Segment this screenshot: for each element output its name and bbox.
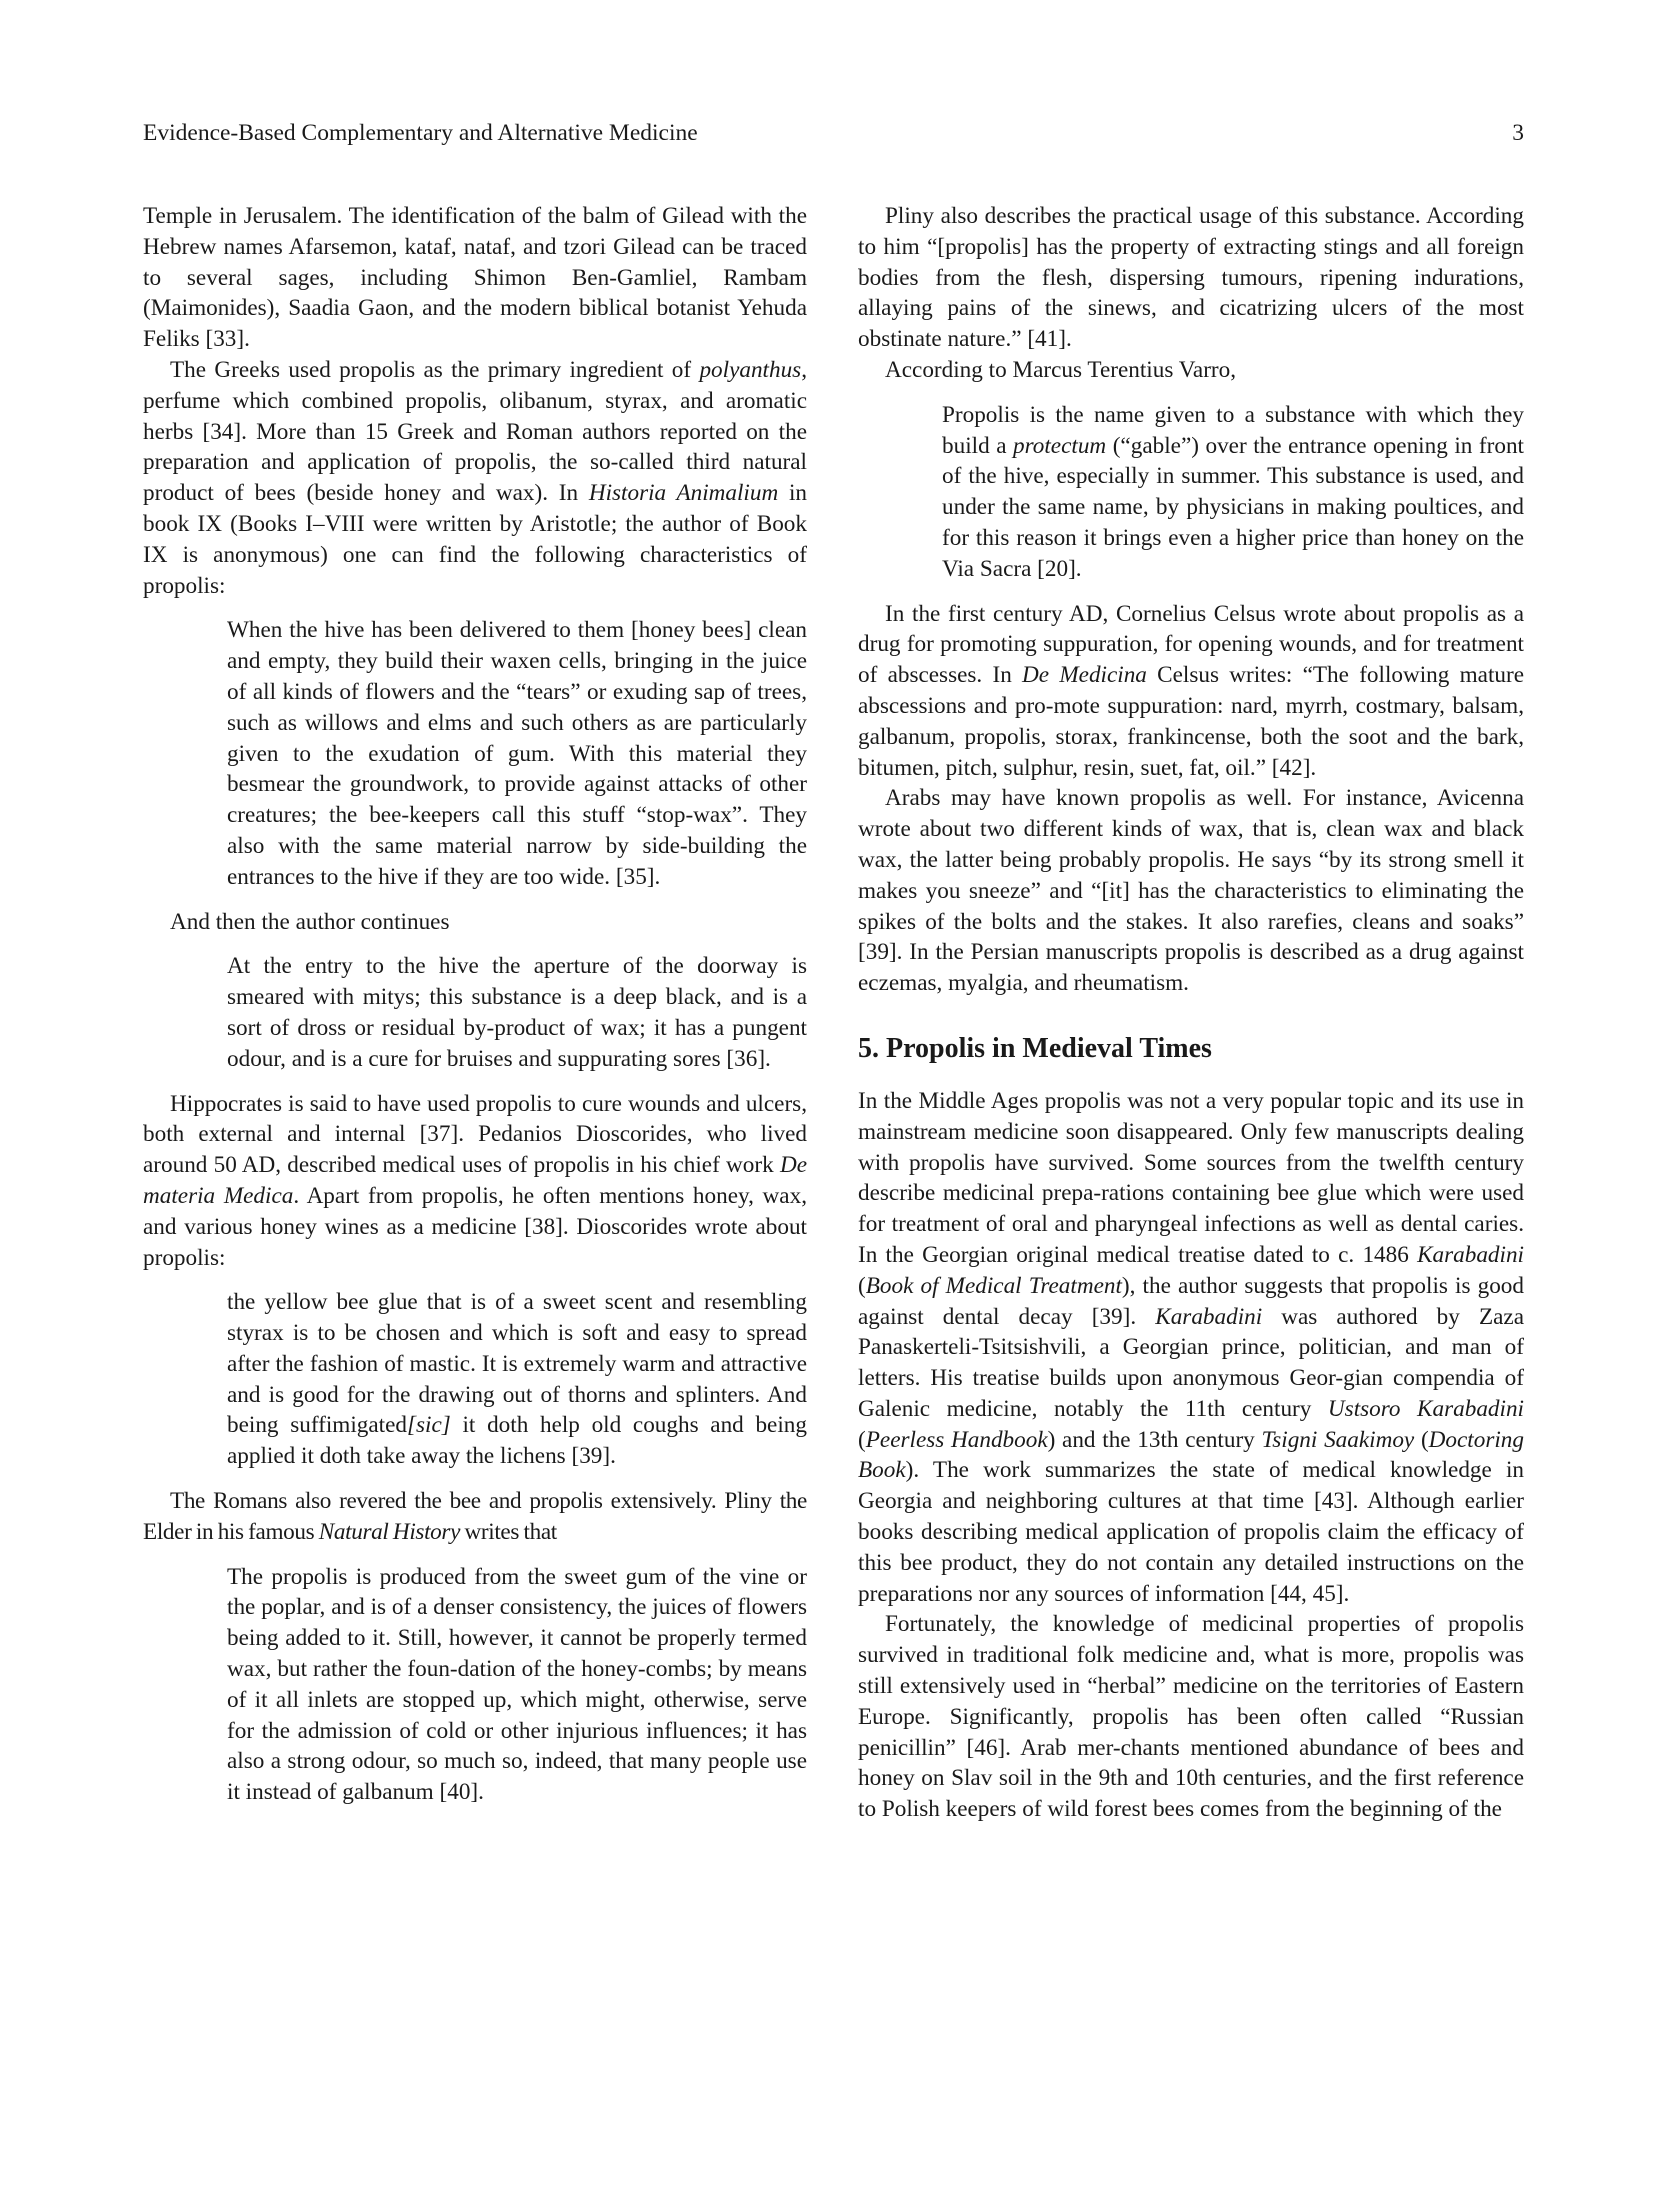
paragraph — [858, 599, 1524, 784]
text-run: in book IX (Books I–VIII were written by Aristotle; the author of Book IX is anonymous) one can find the following characteristics of propolis: — [143, 480, 807, 599]
text-run: ( — [858, 1426, 866, 1453]
paragraph: Arabs may have known propolis as well. For instance, Avicenna wrote about two different kinds of wax, that is, clean wax and black wax, the latter being probably propolis. He says “by its strong smell it makes you sneeze” and “[it] has the characteristics to eliminating the spikes of the bolts and the stakes. It also rarefies, cleans and soaks” [39]. In the Persian manuscripts propolis is described as a drug against eczemas, myalgia, and rheumatism. — [858, 785, 1524, 997]
paragraph — [143, 355, 807, 601]
text-run: Propolis is the name given to a substance with which they build a — [942, 401, 1524, 459]
italic-title: Peerless Handbook — [865, 1426, 1048, 1453]
block-quote: At the entry to the hive the aperture of the doorway is smeared with mitys; this substance is a deep black, and is a sort of dross or residual by-product of wax; it has a pungent odour, and is a cure for bruises and suppurating sores [36]. — [227, 953, 807, 1072]
page-number: 3 — [1512, 120, 1524, 146]
italic-term: [sic] — [406, 1412, 451, 1439]
text-run: it doth help old coughs and being applied it doth take away the lichens [39]. — [227, 1412, 807, 1470]
italic-title: Historia Animalium — [588, 480, 779, 507]
text-run: ) and the 13th century — [1047, 1426, 1262, 1453]
paragraph: And then the author continues — [170, 908, 450, 935]
italic-title: De Medicina — [1022, 662, 1147, 689]
paragraph: Temple in Jerusalem. The identification of the balm of Gilead with the Hebrew names Afarsemon, kataf, nataf, and tzori Gilead can be traced to several sages, including Shimon Ben-Gamliel, Rambam (Maimonides), Saadia Gaon, and the modern biblical botanist Yehuda Feliks [33]. — [143, 203, 807, 353]
italic-term: protectum — [1013, 432, 1107, 459]
text-run: Celsus writes: “The following mature abscessions and pro-mote suppuration: nard, myrrh, costmary, balsam, galbanum, propolis, storax, frankincense, both the soot and the bark, bitumen, pitch, sulphur, resin, suet, fat, oil.” [42]. — [858, 662, 1524, 781]
paragraph — [858, 1086, 1524, 1610]
block-quote — [227, 1287, 807, 1472]
journal-title: Evidence-Based Complementary and Alternative Medicine — [143, 120, 698, 146]
text-run: In the Middle Ages propolis was not a very popular topic and its use in mainstream medicine soon disappeared. Only few manuscripts dealing with propolis have survived. Some sources from the twelfth century describe medicinal prepa-rations containing bee glue which were used for treatment of oral and pharyngeal infections as well as dental caries. In the Georgian original medical treatise dated to c. 1486 — [858, 1087, 1524, 1268]
paragraph: Pliny also describes the practical usage of this substance. According to him “[propolis] has the property of extracting stings and all foreign bodies from the flesh, dispersing tumours, ripening indurations, allaying pains of the sinews, and cicatrizing ulcers of the most obstinate nature.” [41]. — [858, 203, 1524, 353]
right-column — [858, 201, 1524, 1825]
text-run: The Greeks used propolis as the primary ingredient of — [170, 356, 700, 383]
text-run: ). The work summarizes the state of medical knowledge in Georgia and neighboring cultures at that time [43]. Although earlier books describing medical application of propolis claim the efficacy of this bee product, they do not contain any detailed instructions on the preparations nor any sources of information [44, 45]. — [858, 1457, 1524, 1607]
block-quote: When the hive has been delivered to them [honey bees] clean and empty, they build their waxen cells, bringing in the juice of all kinds of flowers and the “tears” or exuding sap of trees, such as willows and elms and such others as are particularly given to the exudation of gum. With this material they besmear the groundwork, to provide against attacks of other creatures; the bee-keepers call this stuff “stop-wax”. They also with the same material narrow by side-building the entrances to the hive if they are too wide. [35]. — [227, 617, 807, 890]
section-heading: 5. Propolis in Medieval Times — [858, 1032, 1212, 1064]
italic-title: Book of Medical Treatment — [865, 1272, 1122, 1299]
italic-title: Karabadini — [1155, 1303, 1263, 1330]
italic-title: Tsigni Saakimoy — [1261, 1426, 1415, 1453]
paragraph — [143, 1486, 807, 1548]
text-run: was authored by Zaza Panaskerteli-Tsitsishvili, a Georgian prince, politician, and man of letters. His treatise builds upon anonymous Geor-gian compendia of Galenic medicine, notably the 11th century — [858, 1303, 1524, 1422]
text-run: ( — [1414, 1426, 1429, 1453]
italic-title: Ustsoro Karabadini — [1327, 1395, 1524, 1422]
text-run: writes that — [460, 1518, 557, 1545]
text-run: , perfume which combined propolis, olibanum, styrax, and aromatic herbs [34]. More than 15 Greek and Roman authors reported on the preparation and application of propolis, the so-called third natural product of bees (beside honey and wax). In — [143, 356, 807, 507]
paragraph: Fortunately, the knowledge of medicinal properties of propolis survived in traditional folk medicine and, what is more, propolis was still extensively used in “herbal” medicine on the territories of Eastern Europe. Significantly, propolis has been often called “Russian penicillin” [46]. Arab mer-chants mentioned abundance of bees and honey on Slav soil in the 9th and 10th centuries, and the first reference to Polish keepers of wild forest bees comes from the beginning of the — [858, 1611, 1524, 1823]
text-run: the yellow bee glue that is of a sweet scent and resembling styrax is to be chosen and which is soft and easy to spread after the fashion of mastic. It is extremely warm and attractive and is good for the drawing out of thorns and splinters. And being suffimigated — [227, 1289, 807, 1439]
text-run: (“gable”) over the entrance opening in front of the hive, especially in summer. This substance is used, and under the same name, by physicians in making poultices, and for this reason it brings even a higher price than honey on the Via Sacra [20]. — [942, 432, 1524, 582]
text-run: Hippocrates is said to have used propolis to cure wounds and ulcers, both external and internal [37]. Pedanios Dioscorides, who lived around 50 AD, described medical uses of propolis in his chief work — [143, 1090, 807, 1179]
text-run: ( — [858, 1272, 866, 1299]
italic-title: Natural History — [318, 1518, 461, 1545]
italic-title: De materia Medica — [143, 1152, 807, 1209]
text-run: In the first century AD, Cornelius Celsus wrote about propolis as a drug for promoting suppuration, for opening wounds, and for treatment of abscesses. In — [858, 600, 1524, 689]
block-quote — [942, 400, 1524, 585]
italic-term: polyanthus — [699, 356, 802, 383]
text-run: . Apart from propolis, he often mentions honey, wax, and various honey wines as a medicine [38]. Dioscorides wrote about propolis: — [143, 1182, 807, 1271]
block-quote: The propolis is produced from the sweet gum of the vine or the poplar, and is of a denser consistency, the juices of flowers being added to it. Still, however, it cannot be properly termed wax, but rather the foun-dation of the honey-combs; by means of it all inlets are stopped up, which might, otherwise, serve for the admission of cold or other injurious influences; it has also a strong odour, so much so, indeed, that many people use it instead of galbanum [40]. — [227, 1563, 807, 1806]
text-run: ), the author suggests that propolis is good against dental decay [39]. — [858, 1272, 1524, 1330]
left-column — [143, 201, 807, 1822]
paragraph: According to Marcus Terentius Varro, — [885, 356, 1237, 383]
text-run: The Romans also revered the bee and propolis extensively. Pliny the Elder in his famous — [143, 1488, 807, 1545]
italic-title: Doctoring Book — [858, 1426, 1524, 1484]
paragraph — [143, 1089, 807, 1274]
running-header — [143, 117, 1524, 149]
italic-title: Karabadini — [1417, 1241, 1524, 1268]
